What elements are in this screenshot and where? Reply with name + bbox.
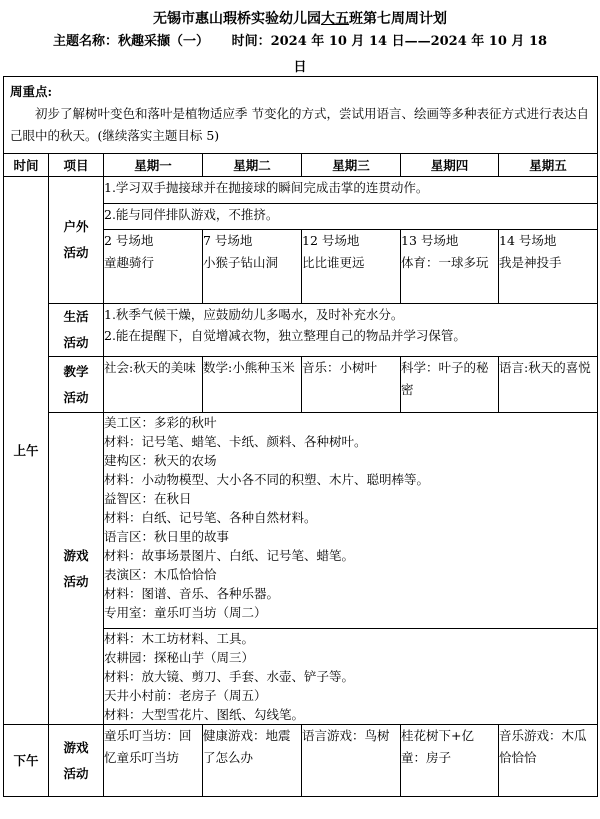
afternoon-game-label-1: 游戏 xyxy=(63,739,89,755)
game-area-line: 材料：小动物模型、大小各不同的积塑、木片、聪明棒等。 xyxy=(104,472,430,487)
game-area-line: 益智区：在秋日 xyxy=(104,491,192,506)
game-area-line: 材料：故事场景图片、白纸、记号笔、蜡笔。 xyxy=(104,548,355,563)
col-thursday: 星期四 xyxy=(401,154,499,177)
outdoor-wednesday-activity: 比比谁更远 xyxy=(302,255,365,270)
page-title xyxy=(0,8,600,28)
game-area-line: 专用室：童乐叮当坊（周二） xyxy=(104,605,267,620)
afternoon-game-label-2: 活动 xyxy=(63,765,89,781)
game-areas xyxy=(104,413,598,629)
afternoon-game-label xyxy=(49,725,104,797)
outdoor-label-2: 活动 xyxy=(63,245,89,260)
outdoor-tuesday xyxy=(203,230,302,304)
life-label-2: 活动 xyxy=(63,335,89,350)
game-label xyxy=(49,413,104,725)
outdoor-thursday-site: 13 号场地 xyxy=(401,233,459,248)
outdoor-monday xyxy=(104,230,203,304)
game-row xyxy=(4,413,598,629)
date-end-char: 日 xyxy=(293,60,307,75)
weekly-plan-table xyxy=(3,76,598,797)
teaching-label xyxy=(49,357,104,413)
game-area-line: 材料：放大镜、剪刀、手套、水壶、铲子等。 xyxy=(104,669,355,684)
game-label-1: 游戏 xyxy=(63,547,89,563)
game-areas-2 xyxy=(104,629,598,725)
afternoon-monday: 童乐叮当坊：回忆童乐叮当坊 xyxy=(104,725,203,797)
teaching-monday: 社会:秋天的美味 xyxy=(104,357,203,413)
game-area-line: 材料：白纸、记号笔、各种自然材料。 xyxy=(104,510,317,525)
afternoon-tuesday: 健康游戏：地震了怎么办 xyxy=(203,725,302,797)
outdoor-friday-activity: 我是神投手 xyxy=(499,255,562,270)
col-friday: 星期五 xyxy=(499,154,598,177)
outdoor-thursday-activity: 体育：一球多玩 xyxy=(401,255,489,270)
game-area-line: 天井小村前：老房子（周五） xyxy=(104,688,267,703)
col-monday: 星期一 xyxy=(104,154,203,177)
afternoon-wednesday: 语言游戏：鸟树 xyxy=(302,725,401,797)
life-label-1: 生活 xyxy=(63,309,89,324)
title-suffix: 班第七周周计划 xyxy=(349,11,447,27)
week-focus-title: 周重点: xyxy=(10,84,53,99)
title-class: 大五 xyxy=(321,11,349,27)
outdoor-friday xyxy=(499,230,598,304)
life-label xyxy=(49,304,104,357)
game-area-line: 语言区：秋日里的故事 xyxy=(104,529,230,544)
outdoor-goal-2: 2.能与同伴排队游戏，不推挤。 xyxy=(104,204,598,230)
teaching-row xyxy=(4,357,598,413)
col-tuesday: 星期二 xyxy=(203,154,302,177)
teaching-friday: 语言:秋天的喜悦 xyxy=(499,357,598,413)
outdoor-goal-1: 1.学习双手抛接球并在抛接球的瞬间完成击掌的连贯动作。 xyxy=(104,177,598,204)
life-content xyxy=(104,304,598,357)
afternoon-label: 下午 xyxy=(4,725,49,797)
afternoon-thursday: 桂花树下+亿童：房子 xyxy=(401,725,499,797)
title-school: 无锡市惠山瑕桥实验幼儿园 xyxy=(153,11,321,27)
col-item: 项目 xyxy=(49,154,104,177)
column-header-row xyxy=(4,154,598,177)
theme-and-date: 主题名称：秋趣采撷（一） 时间：2024 年 10 月 14 日——2024 年 10 月 18 xyxy=(52,34,548,49)
outdoor-tuesday-activity: 小猴子钻山洞 xyxy=(203,255,279,270)
teaching-label-1: 教学 xyxy=(63,363,89,379)
outdoor-goal-row-1 xyxy=(4,177,598,204)
outdoor-wednesday-site: 12 号场地 xyxy=(302,233,360,248)
teaching-label-2: 活动 xyxy=(63,389,89,405)
afternoon-row xyxy=(4,725,598,797)
week-focus-body: 初步了解树叶变色和落叶是植物适应季 节变化的方式，尝试用语言、绘画等多种表征方式进行表达自己眼中的秋天。(继续落实主题目标 5) xyxy=(10,106,589,143)
outdoor-monday-activity: 童趣骑行 xyxy=(104,255,155,270)
afternoon-friday: 音乐游戏：木瓜恰恰恰 xyxy=(499,725,598,797)
week-focus xyxy=(4,77,598,154)
game-area-line: 建构区：秋天的农场 xyxy=(104,453,217,468)
game-area-line: 材料：木工坊材料、工具。 xyxy=(104,631,255,646)
outdoor-friday-site: 14 号场地 xyxy=(499,233,557,248)
morning-label: 上午 xyxy=(4,177,49,725)
teaching-wednesday: 音乐：小树叶 xyxy=(302,357,401,413)
game-area-line: 表演区：木瓜恰恰恰 xyxy=(104,567,217,582)
life-line-1: 1.秋季气候干燥，应鼓励幼儿多喝水，及时补充水分。 xyxy=(104,307,404,322)
outdoor-wednesday xyxy=(302,230,401,304)
life-line-2: 2.能在提醒下，自觉增减衣物，独立整理自己的物品并学习保管。 xyxy=(104,328,466,343)
outdoor-tuesday-site: 7 号场地 xyxy=(203,233,253,248)
col-wednesday: 星期三 xyxy=(302,154,401,177)
outdoor-monday-site: 2 号场地 xyxy=(104,233,154,248)
outdoor-label-1: 户外 xyxy=(63,219,89,234)
game-label-2: 活动 xyxy=(63,573,89,589)
game-area-line: 材料：图谱、音乐、各种乐器。 xyxy=(104,586,280,601)
outdoor-thursday xyxy=(401,230,499,304)
game-area-line: 材料：记号笔、蜡笔、卡纸、颜料、各种树叶。 xyxy=(104,434,367,449)
game-area-line: 农耕园：探秘山芋（周三） xyxy=(104,650,255,665)
game-area-line: 材料：大型雪花片、图纸、勾线笔。 xyxy=(104,707,305,722)
teaching-thursday: 科学：叶子的秘密 xyxy=(401,357,499,413)
life-row xyxy=(4,304,598,357)
col-time: 时间 xyxy=(4,154,49,177)
teaching-tuesday: 数学:小熊种玉米 xyxy=(203,357,302,413)
outdoor-label xyxy=(49,177,104,304)
game-area-line: 美工区：多彩的秋叶 xyxy=(104,415,217,430)
